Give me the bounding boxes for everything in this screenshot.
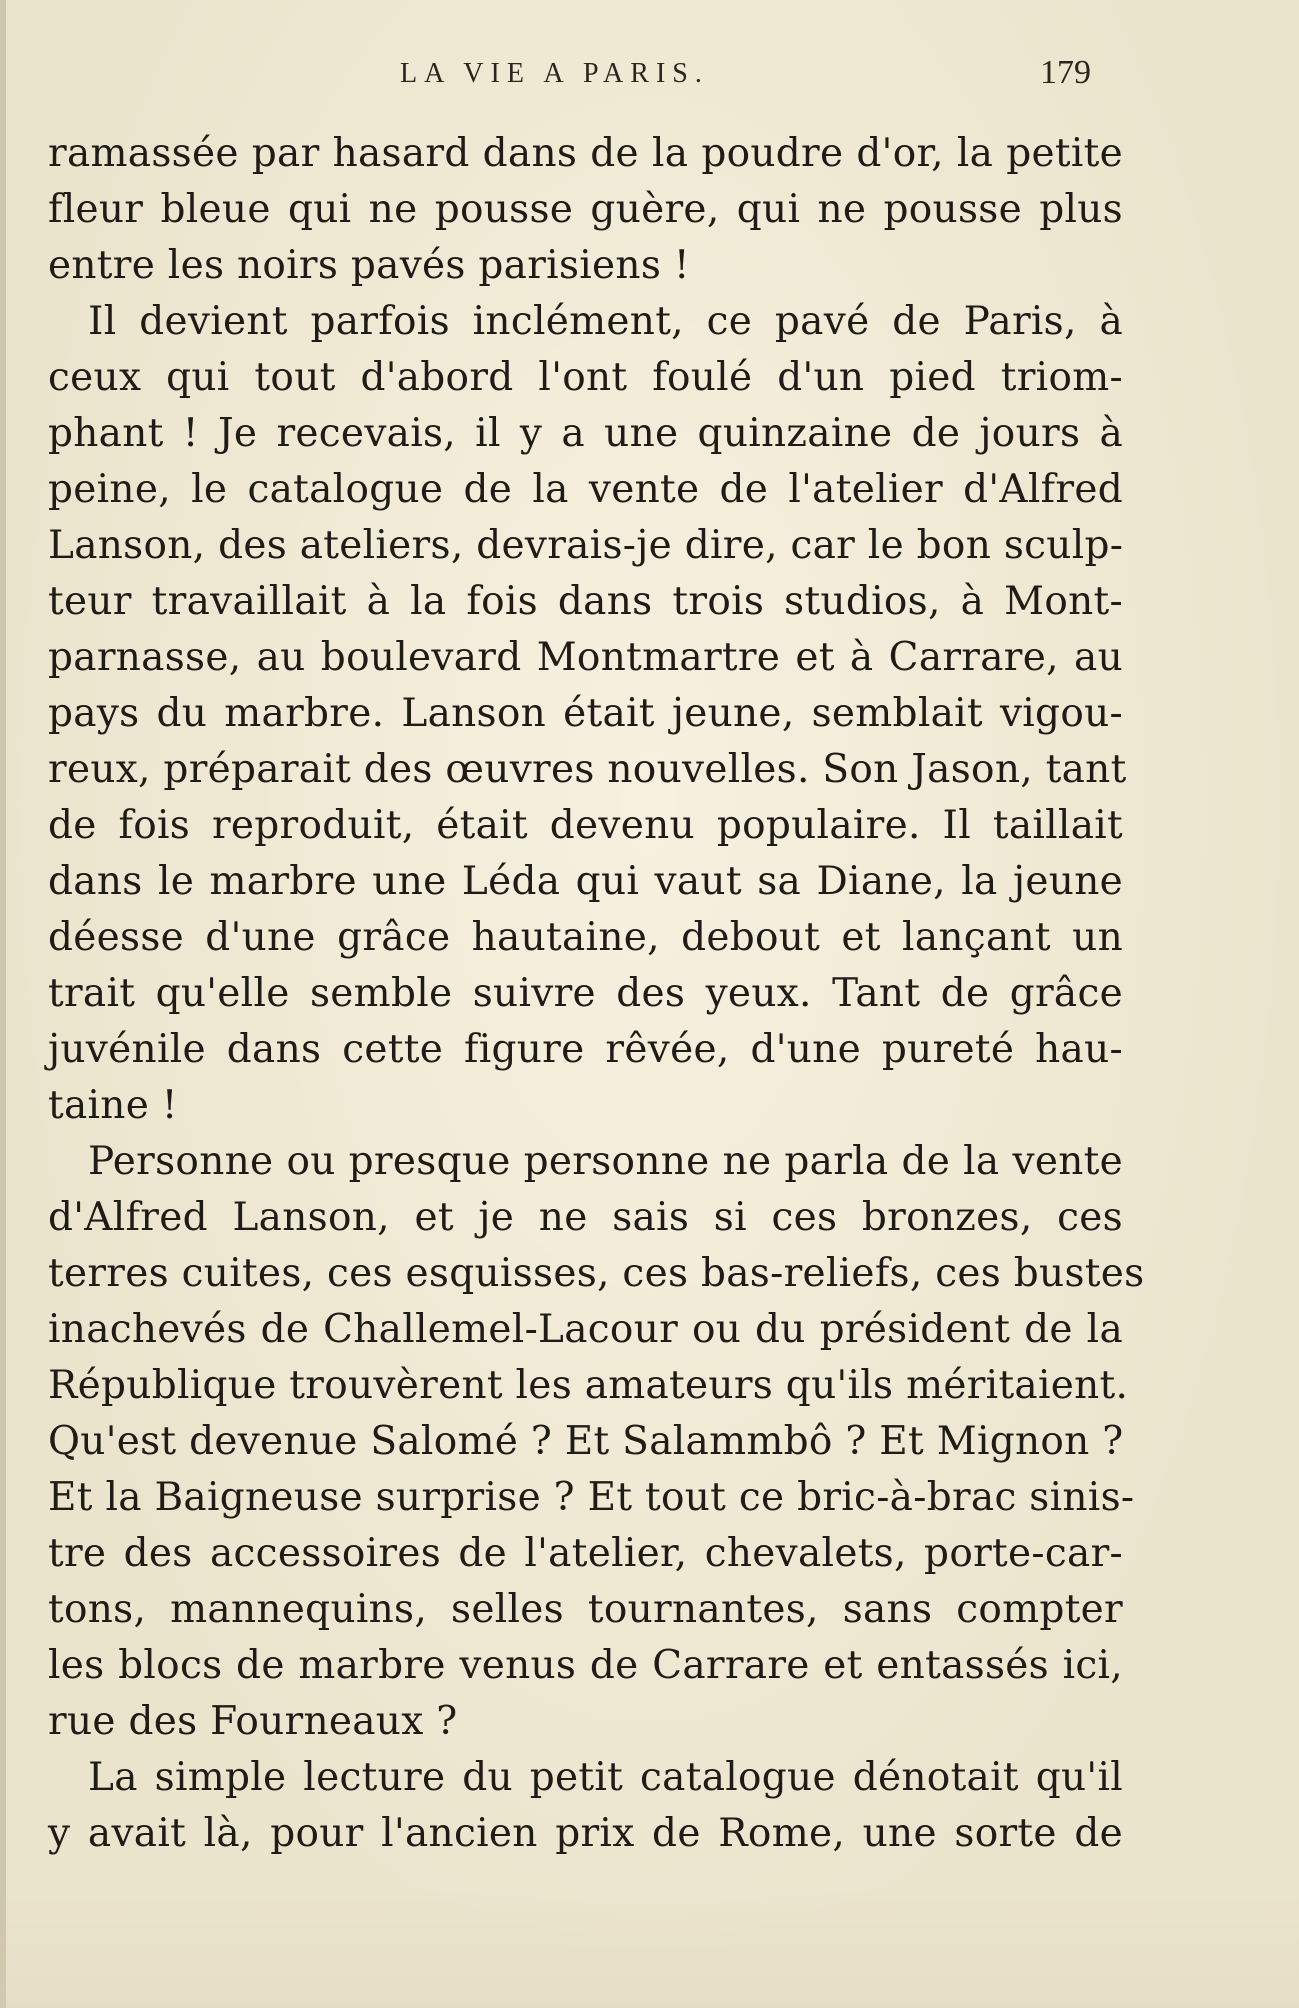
text-line: ceux qui tout d'abord l'ont foulé d'un pied triom- [48, 355, 1123, 400]
page-edge-shadow [0, 0, 6, 2008]
text-line: rue des Fourneaux ? [48, 1699, 458, 1744]
text-line: Personne ou presque personne ne parla de la vente [88, 1139, 1123, 1184]
page-bottom-tone [0, 1888, 1299, 2008]
text-line: reux, préparait des œuvres nouvelles. Son Jason, tant [48, 747, 1127, 792]
text-line: fleur bleue qui ne pousse guère, qui ne pousse plus [48, 187, 1123, 232]
text-line: Qu'est devenue Salomé ? Et Salammbô ? Et Mignon ? [48, 1419, 1124, 1464]
text-line: Il devient parfois inclément, ce pavé de Paris, à [88, 299, 1123, 344]
text-line: ramassée par hasard dans de la poudre d'or, la petite [48, 131, 1123, 176]
text-line: entre les noirs pavés parisiens ! [48, 243, 690, 288]
text-line: déesse d'une grâce hautaine, debout et lançant un [48, 915, 1123, 960]
text-line: République trouvèrent les amateurs qu'ils méritaient. [48, 1363, 1129, 1408]
page-header [0, 54, 1299, 98]
text-line: tons, mannequins, selles tournantes, sans compter [48, 1587, 1123, 1632]
running-title: LA VIE A PARIS. [400, 58, 709, 89]
text-line: tre des accessoires de l'atelier, chevalets, porte-car- [48, 1531, 1123, 1576]
body-text [48, 126, 1145, 1862]
text-line: d'Alfred Lanson, et je ne sais si ces bronzes, ces [48, 1195, 1123, 1240]
text-line: pays du marbre. Lanson était jeune, semblait vigou- [48, 691, 1123, 736]
text-line: y avait là, pour l'ancien prix de Rome, une sorte de [48, 1811, 1123, 1856]
text-line: de fois reproduit, était devenu populaire. Il taillait [48, 803, 1123, 848]
text-line: terres cuites, ces esquisses, ces bas-reliefs, ces bustes [48, 1251, 1145, 1296]
text-line: juvénile dans cette figure rêvée, d'une pureté hau- [48, 1027, 1123, 1072]
text-line: taine ! [48, 1083, 178, 1128]
text-line: trait qu'elle semble suivre des yeux. Tant de grâce [48, 971, 1123, 1016]
text-line: phant ! Je recevais, il y a une quinzaine de jours à [48, 411, 1123, 456]
text-line: teur travaillait à la fois dans trois studios, à Mont- [48, 579, 1123, 624]
page-number: 179 [1040, 54, 1091, 91]
text-line: peine, le catalogue de la vente de l'atelier d'Alfred [48, 467, 1123, 512]
text-line: inachevés de Challemel-Lacour ou du président de la [48, 1307, 1123, 1352]
text-line: La simple lecture du petit catalogue dénotait qu'il [88, 1755, 1123, 1800]
text-line: les blocs de marbre venus de Carrare et entassés ici, [48, 1643, 1123, 1688]
text-line: dans le marbre une Léda qui vaut sa Diane, la jeune [48, 859, 1123, 904]
text-line: Lanson, des ateliers, devrais-je dire, car le bon sculp- [48, 523, 1124, 568]
text-line: Et la Baigneuse surprise ? Et tout ce bric-à-brac sinis- [48, 1475, 1135, 1520]
text-line: parnasse, au boulevard Montmartre et à Carrare, au [48, 635, 1123, 680]
